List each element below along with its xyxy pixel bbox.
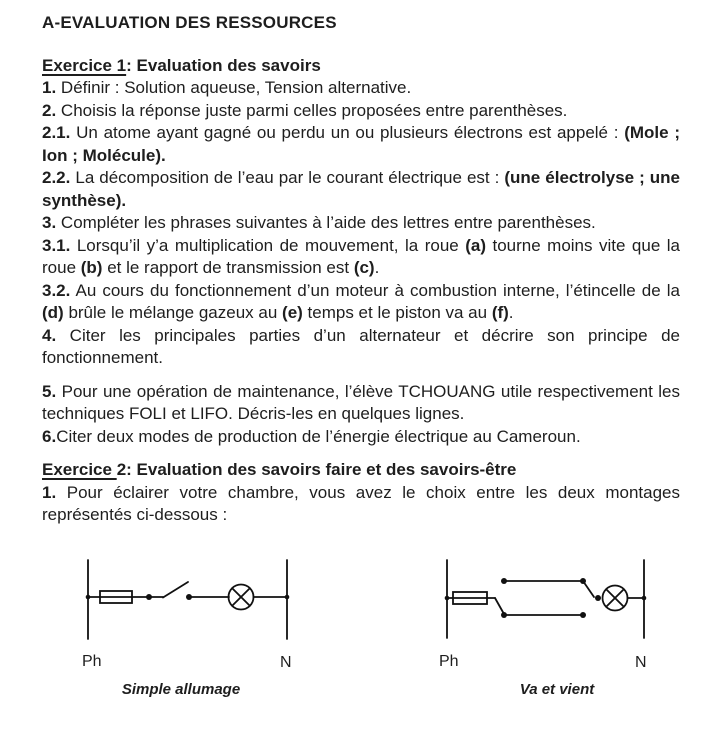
switch-terminal-dot [501, 578, 507, 584]
text-segment: Pour éclairer votre chambre, vous avez le choix entre les deux montages représentés ci-dessous : [42, 482, 680, 524]
exercise2-heading [42, 459, 680, 482]
text-segment: Un atome ayant gagné ou perdu un ou plusieurs électrons est appelé : [70, 123, 625, 142]
exercise1-item-2-2 [42, 167, 680, 212]
switch-icon [163, 582, 188, 598]
neutral-label: N [635, 653, 647, 671]
text-segment: Lorsqu’il y’a multiplication de mouvement, la roue [70, 235, 466, 255]
va-et-vient-diagram [360, 548, 720, 748]
circuits-figure [0, 548, 720, 748]
text-segment: (c) [353, 258, 375, 277]
exercise1-item-3-1 [42, 235, 680, 280]
diagram-caption: Simple allumage [121, 680, 241, 698]
exercise1-item-6 [42, 426, 680, 449]
switch-terminal-dot [186, 594, 192, 600]
exercise1-item-4 [42, 325, 680, 370]
junction-dot [642, 595, 647, 600]
text-segment: 1. [42, 482, 57, 502]
text-segment: 2. [42, 100, 57, 120]
text-segment: (Mole ; Ion ; Molécule). [42, 123, 680, 165]
exercise1-item-2-1 [42, 122, 680, 167]
text-segment: temps et le piston va au [302, 303, 492, 322]
text-segment: tourne moins vite que la roue [42, 235, 680, 277]
text-segment: . [508, 303, 514, 322]
text-segment: 3.1. [42, 235, 71, 255]
text-segment: Exercice [42, 460, 117, 479]
exercise1-heading [42, 55, 680, 78]
text-segment: 2.1. [42, 123, 71, 142]
exercise1-item-1 [42, 77, 680, 100]
text-segment: (une électrolyse ; une synthèse). [42, 168, 680, 210]
text-segment: Citer deux modes de production de l’énergie électrique au Cameroun. [56, 426, 581, 446]
text-segment: Définir : Solution aqueuse, Tension alternative. [56, 78, 412, 97]
text-segment: et le rapport de transmission est [102, 258, 354, 277]
junction-dot [445, 595, 450, 600]
text-segment: Pour une opération de maintenance, l’élève TCHOUANG utile respectivement les techniques FOLI et LIFO. Décris-les en quelques lignes. [42, 381, 680, 423]
text-segment: 1. [42, 78, 57, 97]
exercise1-item-3-2 [42, 280, 680, 325]
exercise1-item-2 [42, 100, 680, 123]
text-segment: . [374, 258, 380, 277]
switch-icon [495, 598, 504, 614]
neutral-label: N [280, 653, 292, 671]
switch-terminal-dot [595, 595, 601, 601]
text-segment: Au cours du fonctionnement d’un moteur à combustion interne, l’étincelle de la [70, 280, 680, 300]
switch-terminal-dot [580, 612, 586, 618]
text-segment: 3. [42, 213, 57, 232]
text-segment: 2: Evaluation des savoirs faire et des savoirs-être [116, 460, 517, 479]
diagram-caption: Va et vient [519, 680, 595, 698]
text-segment: brûle le mélange gazeux au [63, 303, 283, 322]
page-title: A-EVALUATION DES RESSOURCES [42, 13, 337, 32]
junction-dot [86, 594, 91, 599]
text-segment: (b) [80, 258, 103, 277]
text-segment: Exercice 1 [42, 55, 127, 75]
text-segment: (e) [282, 303, 303, 322]
text-segment: 5. [42, 381, 57, 401]
text-segment: (f) [491, 303, 509, 322]
phase-label: Ph [82, 652, 102, 670]
junction-dot [285, 594, 290, 599]
text-segment: Compléter les phrases suivantes à l’aide des lettres entre parenthèses. [56, 213, 596, 232]
text-segment: 6. [42, 426, 57, 446]
phase-label: Ph [439, 652, 459, 670]
text-segment: La décomposition de l’eau par le courant électrique est : [70, 168, 505, 187]
text-segment: (d) [42, 303, 64, 322]
text-segment: (a) [465, 235, 486, 255]
text-segment: 3.2. [42, 280, 71, 300]
exercise1-item-3 [42, 212, 680, 235]
switch-terminal-dot [501, 612, 507, 618]
text-segment: 4. [42, 325, 57, 345]
text-segment: Choisis la réponse juste parmi celles proposées entre parenthèses. [56, 100, 568, 120]
exercise1-item-5 [42, 381, 680, 426]
switch-terminal-dot [580, 578, 586, 584]
text-segment: Citer les principales parties d’un alternateur et décrire son principe de fonctionnement. [42, 325, 680, 367]
simple-allumage-diagram [0, 548, 360, 748]
switch-terminal-dot [146, 594, 152, 600]
exercise2-item-1 [42, 482, 680, 527]
text-segment: : Evaluation des savoirs [126, 55, 321, 75]
text-segment: 2.2. [42, 168, 71, 187]
